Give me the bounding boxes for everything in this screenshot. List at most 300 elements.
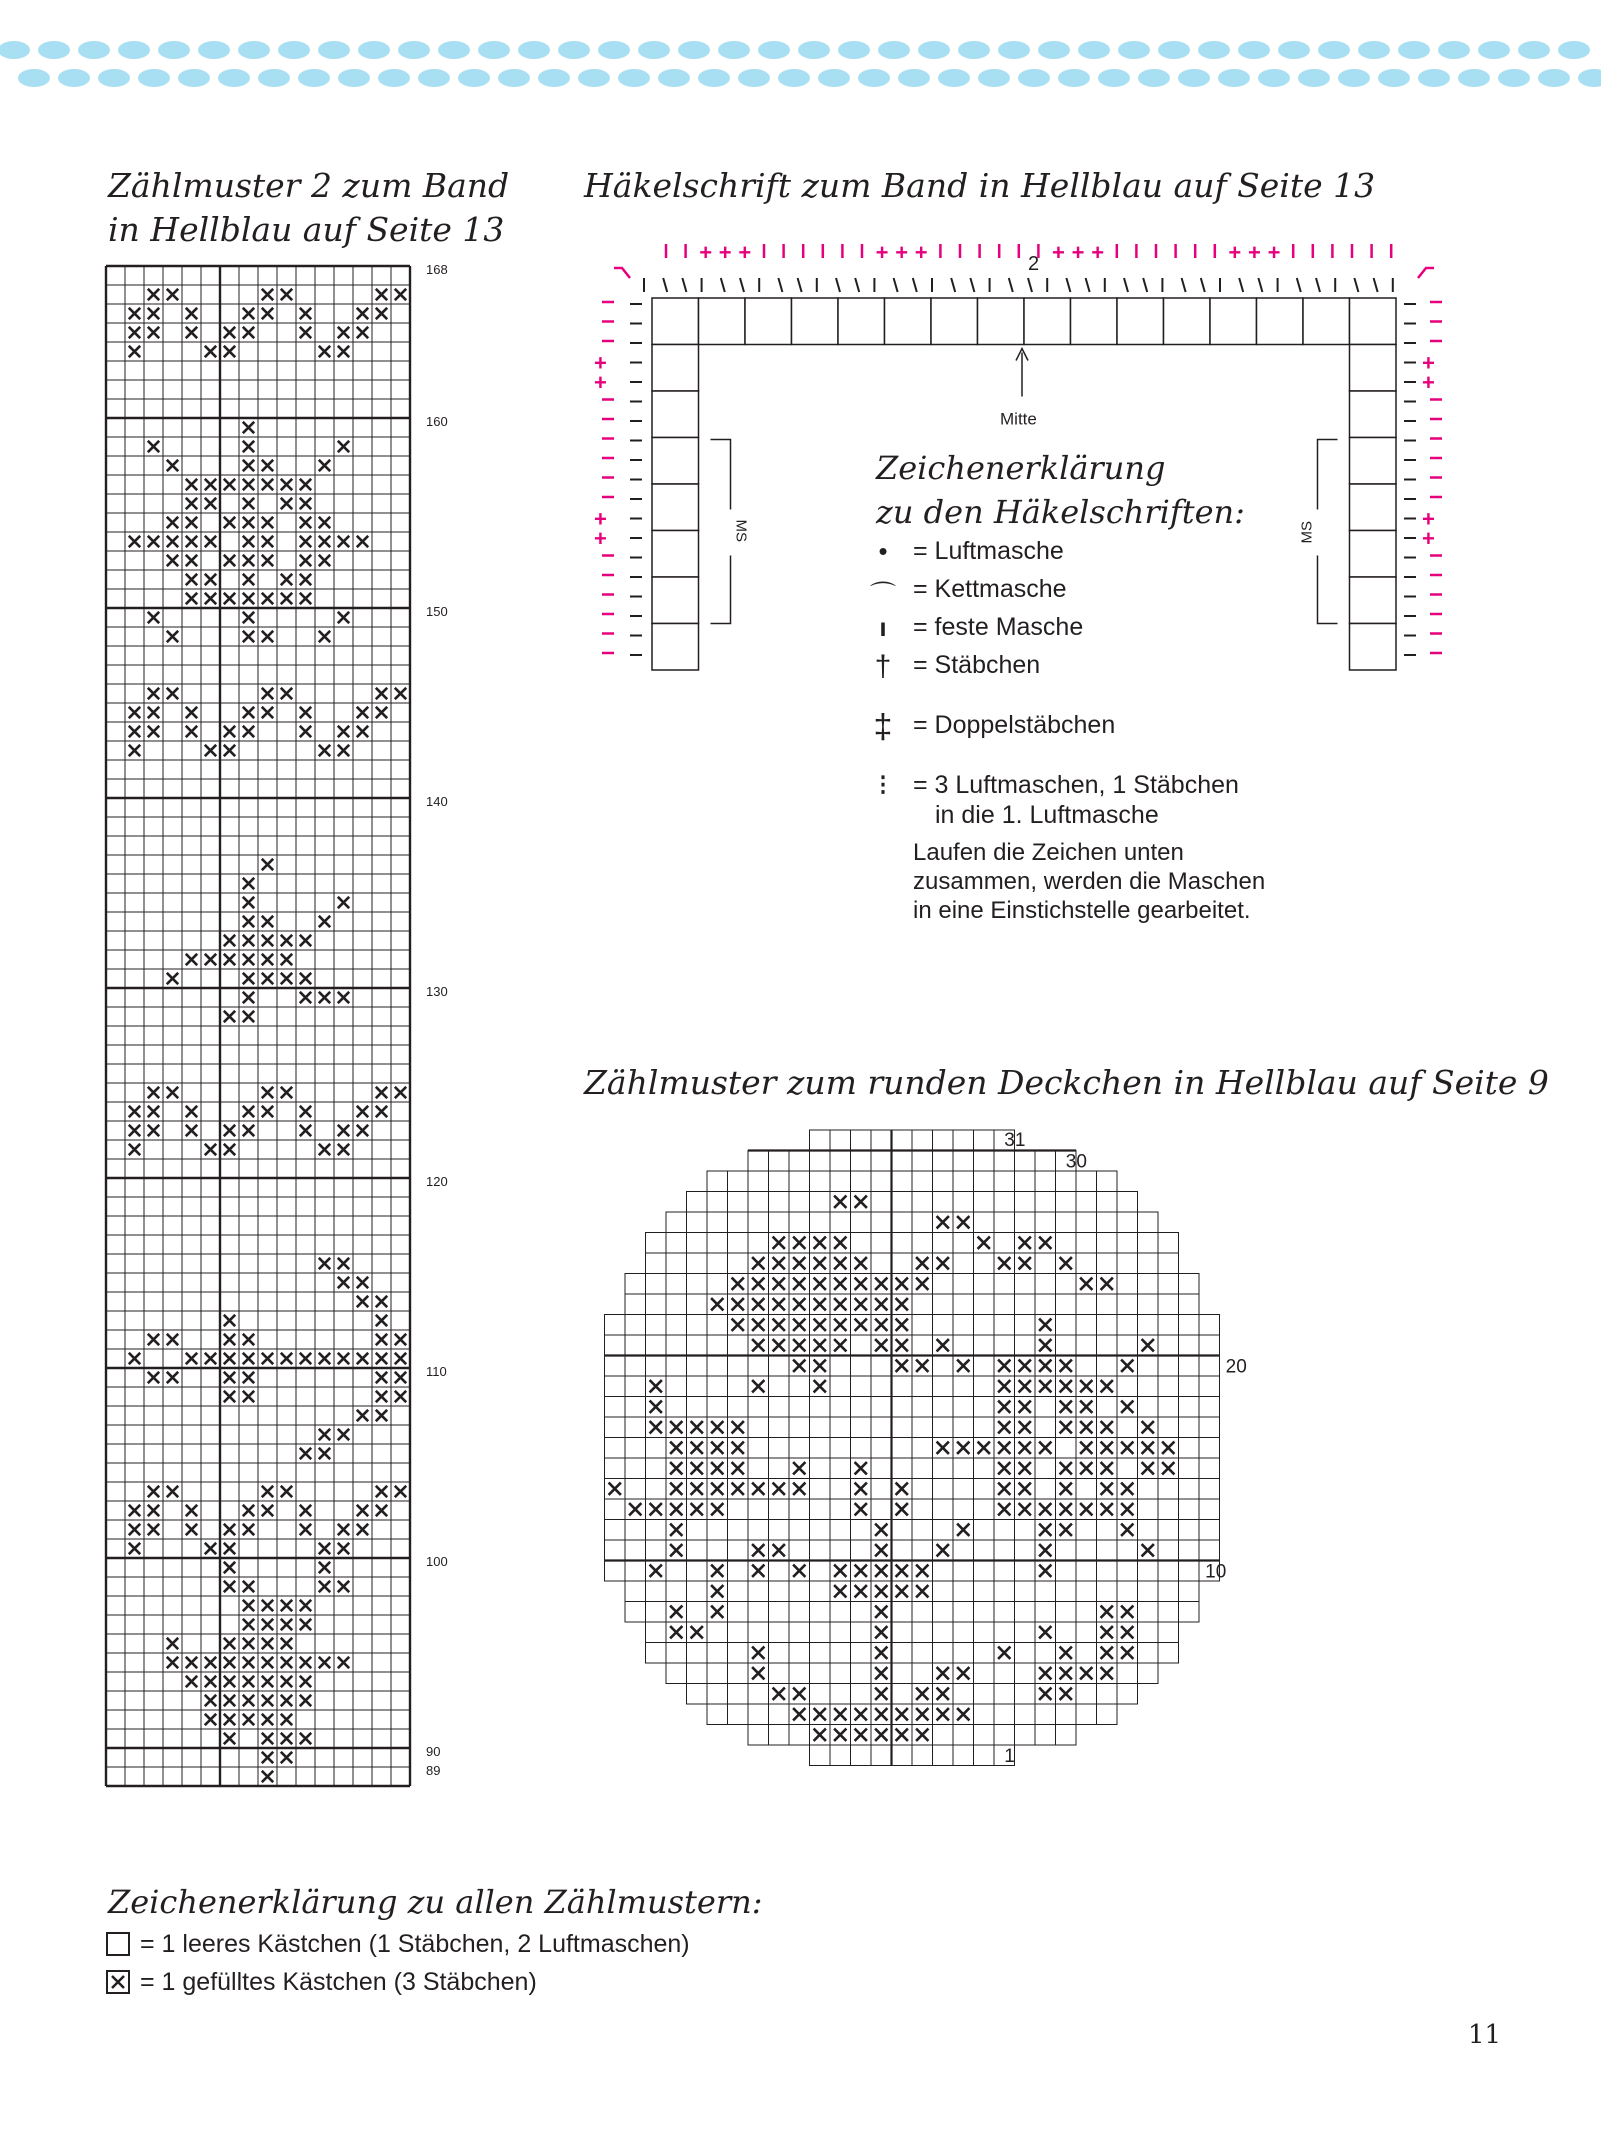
doily-cell [953, 1602, 974, 1623]
doily-cell [646, 1540, 667, 1561]
doily-cell [625, 1438, 646, 1459]
picot-mark: + [1091, 240, 1105, 265]
doily-cell [974, 1458, 995, 1479]
doily-cell [769, 1663, 790, 1684]
doily-cell [789, 1397, 810, 1418]
doily-cell [707, 1540, 728, 1561]
doily-cell [830, 1663, 851, 1684]
filled-cell [376, 1505, 387, 1516]
doily-cell [1158, 1643, 1179, 1664]
filled-cell [148, 1087, 159, 1098]
filled-cell [205, 1714, 216, 1725]
stitch-mark [1374, 278, 1378, 292]
band-row-label: 160 [426, 414, 448, 429]
filled-cell [148, 1125, 159, 1136]
doily-cell [1015, 1171, 1036, 1192]
filled-cell [319, 916, 330, 927]
doily-cell [830, 1458, 851, 1479]
doily-cell [625, 1540, 646, 1561]
filled-cell [243, 916, 254, 927]
filled-cell [300, 593, 311, 604]
filled-cell [357, 1410, 368, 1421]
doily-cell [810, 1417, 831, 1438]
doily-cell [974, 1417, 995, 1438]
filled-cell [205, 1657, 216, 1668]
doily-cell [769, 1581, 790, 1602]
filled-cell [300, 1619, 311, 1630]
filled-cell [357, 1106, 368, 1117]
doily-cell [1056, 1438, 1077, 1459]
filled-cell [205, 498, 216, 509]
doily-cell [810, 1561, 831, 1582]
crochet-cell [1210, 298, 1257, 345]
legend-picot-line2: in die 1. Luftmasche [935, 801, 1159, 829]
doily-cell [830, 1745, 851, 1766]
doily-cell [1158, 1581, 1179, 1602]
doily-cell [707, 1397, 728, 1418]
doily-cell [871, 1376, 892, 1397]
doily-cell [994, 1335, 1015, 1356]
filled-cell [281, 574, 292, 585]
filled-cell [262, 1676, 273, 1687]
crochet-cell [792, 298, 839, 345]
doily-cell [871, 1356, 892, 1377]
doily-cell [994, 1540, 1015, 1561]
dot [118, 41, 150, 59]
filled-cell [243, 707, 254, 718]
doily-cell [830, 1602, 851, 1623]
filled-cell [395, 1391, 406, 1402]
doily-cell [748, 1417, 769, 1438]
corner-mark [614, 268, 630, 278]
dot [618, 69, 650, 87]
filled-cell [148, 612, 159, 623]
filled-cell [319, 517, 330, 528]
filled-cell [205, 536, 216, 547]
doily-cell [1117, 1253, 1138, 1274]
doily-cell [830, 1376, 851, 1397]
doily-cell [1158, 1253, 1179, 1274]
doily-cell [810, 1171, 831, 1192]
filled-cell [281, 1619, 292, 1630]
doily-cell [953, 1417, 974, 1438]
doily-cell [851, 1130, 872, 1151]
doily-cell [912, 1192, 933, 1213]
doily-cell [1015, 1315, 1036, 1336]
crochet-row-number: 2 [1028, 253, 1040, 275]
filled-cell [395, 1353, 406, 1364]
doily-cell [1158, 1397, 1179, 1418]
doily-cell [830, 1499, 851, 1520]
filled-cell [243, 460, 254, 471]
filled-cell [376, 1315, 387, 1326]
filled-cell [300, 498, 311, 509]
doily-cell [789, 1438, 810, 1459]
doily-cell [769, 1376, 790, 1397]
doily-cell [871, 1130, 892, 1151]
doily-cell [687, 1212, 708, 1233]
filled-cell [186, 1505, 197, 1516]
legend-empty-box: = 1 leeres Kästchen (1 Stäbchen, 2 Luftmaschen) [140, 1930, 690, 1958]
filled-cell [243, 1600, 254, 1611]
doily-cell [646, 1458, 667, 1479]
doily-cell [1199, 1499, 1220, 1520]
filled-cell [186, 555, 197, 566]
doily-cell [646, 1479, 667, 1500]
doily-cell [1179, 1438, 1200, 1459]
filled-cell [167, 1334, 178, 1345]
filled-cell [300, 973, 311, 984]
filled-cell [224, 1011, 235, 1022]
doily-cell [1015, 1602, 1036, 1623]
filled-cell [338, 992, 349, 1003]
filled-cell [281, 1087, 292, 1098]
doily-cell [1076, 1233, 1097, 1254]
filled-cell [262, 954, 273, 965]
doily-cell [625, 1561, 646, 1582]
doily-cell [974, 1212, 995, 1233]
doily-row-label: 31 [1004, 1130, 1026, 1151]
doily-cell [728, 1499, 749, 1520]
doily-cell [728, 1540, 749, 1561]
doily-cell [728, 1192, 749, 1213]
stitch-mark [1239, 278, 1243, 292]
dot [1238, 41, 1270, 59]
doily-cell [953, 1192, 974, 1213]
band-chart-title [108, 164, 509, 252]
filled-cell [262, 1657, 273, 1668]
filled-cell [300, 1353, 311, 1364]
doily-cell [994, 1315, 1015, 1336]
doily-cell [748, 1725, 769, 1746]
doily-cell [769, 1622, 790, 1643]
filled-cell [262, 289, 273, 300]
doily-cell [851, 1397, 872, 1418]
dot [1298, 69, 1330, 87]
doily-cell [1179, 1499, 1200, 1520]
doily-cell [974, 1130, 995, 1151]
doily-cell [728, 1704, 749, 1725]
doily-cell [789, 1602, 810, 1623]
doily-cell [974, 1171, 995, 1192]
doily-cell [728, 1253, 749, 1274]
filled-cell [281, 954, 292, 965]
filled-cell [281, 1695, 292, 1706]
dot [1038, 41, 1070, 59]
dot [318, 41, 350, 59]
band-row-label: 120 [426, 1174, 448, 1189]
doily-cell [953, 1540, 974, 1561]
doily-cell [625, 1417, 646, 1438]
band-row-label: 130 [426, 984, 448, 999]
filled-cell [167, 555, 178, 566]
crochet-cell [1350, 484, 1397, 531]
filled-cell [281, 688, 292, 699]
crochet-cell [1303, 298, 1350, 345]
filled-cell [281, 1353, 292, 1364]
doily-cell [707, 1356, 728, 1377]
doily-cell [707, 1643, 728, 1664]
doily-cell [953, 1581, 974, 1602]
doily-cell [892, 1622, 913, 1643]
doily-cell [994, 1520, 1015, 1541]
crochet-cell [699, 298, 746, 345]
doily-cell [912, 1622, 933, 1643]
doily-cell [789, 1212, 810, 1233]
doily-cell [1097, 1171, 1118, 1192]
picot-mark: + [1248, 240, 1261, 265]
doily-cell [851, 1376, 872, 1397]
filled-cell [262, 1505, 273, 1516]
filled-cell [300, 308, 311, 319]
doily-cell [994, 1663, 1015, 1684]
doily-cell [687, 1561, 708, 1582]
filled-cell [205, 574, 216, 585]
doily-cell [953, 1479, 974, 1500]
doily-cell [646, 1253, 667, 1274]
doily-cell [974, 1376, 995, 1397]
crochet-cell [745, 298, 792, 345]
doily-cell [994, 1581, 1015, 1602]
filled-cell [224, 346, 235, 357]
dot [1458, 69, 1490, 87]
doily-cell [810, 1540, 831, 1561]
doily-cell [789, 1540, 810, 1561]
stitch-mark [798, 278, 802, 292]
doily-cell [769, 1417, 790, 1438]
doily-cell [1138, 1294, 1159, 1315]
doily-cell [1158, 1417, 1179, 1438]
doily-cell [1097, 1581, 1118, 1602]
doily-cell [1117, 1376, 1138, 1397]
filled-cell [167, 1657, 178, 1668]
doily-cell [1117, 1561, 1138, 1582]
doily-cell [953, 1684, 974, 1705]
filled-cell [148, 327, 159, 338]
stitch-mark [1201, 278, 1205, 292]
doily-cell [1179, 1376, 1200, 1397]
doily-cell [953, 1171, 974, 1192]
doily-cell [830, 1479, 851, 1500]
doily-cell [769, 1643, 790, 1664]
doily-cell [728, 1171, 749, 1192]
dot [818, 69, 850, 87]
filled-cell [129, 346, 140, 357]
dot [1318, 41, 1350, 59]
filled-cell [262, 308, 273, 319]
dot [1498, 69, 1530, 87]
doily-cell [974, 1540, 995, 1561]
doily-cell [605, 1458, 626, 1479]
doily-cell [810, 1745, 831, 1766]
filled-cell [300, 935, 311, 946]
doily-cell [1015, 1274, 1036, 1295]
doily-cell [974, 1725, 995, 1746]
doily-cell [851, 1212, 872, 1233]
filled-cell [243, 1334, 254, 1345]
filled-cell [338, 1657, 349, 1668]
filled-cell [262, 593, 273, 604]
doily-cell [851, 1233, 872, 1254]
doily-cell [994, 1151, 1015, 1172]
filled-cell [186, 498, 197, 509]
doily-cell [1158, 1622, 1179, 1643]
doily-cell [994, 1704, 1015, 1725]
doily-cell [974, 1704, 995, 1725]
filled-cell [186, 536, 197, 547]
filled-cell [205, 1543, 216, 1554]
filled-cell [262, 1486, 273, 1497]
filled-cell [319, 1448, 330, 1459]
doily-cell [1015, 1294, 1036, 1315]
doily-cell [953, 1151, 974, 1172]
symbol-legend-title [876, 446, 1245, 534]
doily-cell [789, 1643, 810, 1664]
doily-cell [646, 1602, 667, 1623]
doily-cell [810, 1438, 831, 1459]
filled-cell [167, 460, 178, 471]
doily-cell [1179, 1602, 1200, 1623]
filled-cell [243, 726, 254, 737]
picot-mark: + [1422, 526, 1435, 551]
picot-mark: + [718, 240, 732, 265]
filled-cell [243, 1125, 254, 1136]
dot [518, 41, 550, 59]
filled-cell [357, 707, 368, 718]
doily-cell [830, 1540, 851, 1561]
doily-cell [1035, 1643, 1056, 1664]
doily-cell [912, 1499, 933, 1520]
doily-cell [1158, 1540, 1179, 1561]
doily-cell [789, 1151, 810, 1172]
band-chart-title-line2: in Hellblau auf Seite 13 [108, 210, 505, 249]
band-row-label: 140 [426, 794, 448, 809]
doily-cell [933, 1417, 954, 1438]
doily-cell [605, 1540, 626, 1561]
doily-cell [1199, 1479, 1220, 1500]
doily-cell [994, 1294, 1015, 1315]
dot [838, 41, 870, 59]
doily-cell [1117, 1192, 1138, 1213]
doily-cell [1158, 1294, 1179, 1315]
stitch-mark [778, 278, 782, 292]
doily-cell [1117, 1458, 1138, 1479]
doily-cell [1117, 1684, 1138, 1705]
filled-cell [376, 1353, 387, 1364]
picot-mark: + [1071, 240, 1085, 265]
filled-cell [243, 935, 254, 946]
doily-cell [912, 1294, 933, 1315]
filled-cell [129, 1144, 140, 1155]
doily-cell [933, 1581, 954, 1602]
doily-cell [912, 1520, 933, 1541]
filled-cell [338, 1144, 349, 1155]
crochet-cell [978, 298, 1025, 345]
filled-cell [167, 688, 178, 699]
doily-cell [646, 1581, 667, 1602]
doily-cell [1056, 1274, 1077, 1295]
doily-cell [646, 1315, 667, 1336]
doily-cell [1138, 1602, 1159, 1623]
band-row-label: 90 [426, 1744, 441, 1759]
filled-cell [319, 536, 330, 547]
doily-cell [974, 1397, 995, 1418]
filled-cell [148, 1334, 159, 1345]
doily-cell [974, 1581, 995, 1602]
doily-cell [994, 1725, 1015, 1746]
filled-cell [224, 1372, 235, 1383]
doily-cell [830, 1684, 851, 1705]
legend-chain-stitch: = Luftmasche [913, 537, 1064, 565]
doily-cell [974, 1499, 995, 1520]
doily-cell [912, 1417, 933, 1438]
doily-cell [994, 1192, 1015, 1213]
doily-cell [933, 1499, 954, 1520]
doily-cell [851, 1438, 872, 1459]
doily-cell [851, 1417, 872, 1438]
doily-cell [625, 1397, 646, 1418]
crochet-cell [1164, 298, 1211, 345]
doily-cell [789, 1622, 810, 1643]
doily-cell [1179, 1540, 1200, 1561]
filled-cell [300, 707, 311, 718]
filled-cell [243, 327, 254, 338]
filled-cell [281, 1486, 292, 1497]
doily-cell [851, 1171, 872, 1192]
doily-cell [666, 1212, 687, 1233]
doily-cell [994, 1274, 1015, 1295]
single-crochet-icon: ı [879, 612, 887, 642]
doily-cell [1138, 1274, 1159, 1295]
doily-cell [728, 1356, 749, 1377]
dot [258, 69, 290, 87]
filled-cell [224, 1676, 235, 1687]
filled-cell [262, 631, 273, 642]
filled-cell [129, 1106, 140, 1117]
filled-cell [148, 1372, 159, 1383]
filled-cell [338, 612, 349, 623]
doily-cell [687, 1274, 708, 1295]
filled-cell [262, 536, 273, 547]
filled-cell [243, 1619, 254, 1630]
doily-cell [810, 1499, 831, 1520]
filled-cell [319, 631, 330, 642]
filled-cell [300, 555, 311, 566]
dot [378, 69, 410, 87]
doily-cell [789, 1581, 810, 1602]
picot-mark: + [594, 506, 607, 532]
doily-cell [1015, 1151, 1036, 1172]
doily-cell [728, 1643, 749, 1664]
filled-cell [205, 1353, 216, 1364]
filled-cell [129, 707, 140, 718]
doily-cell [687, 1643, 708, 1664]
corner-mark [1418, 268, 1434, 278]
decorative-dot-border [0, 30, 1601, 90]
symbol-legend-title-line2: zu den Häkelschriften: [876, 493, 1245, 531]
chain-stitch-icon: • [878, 536, 888, 566]
doily-cell [892, 1212, 913, 1233]
doily-cell [871, 1233, 892, 1254]
doily-cell [871, 1192, 892, 1213]
doily-cell [933, 1315, 954, 1336]
crochet-cell [652, 298, 699, 345]
dot [298, 69, 330, 87]
doily-cell [810, 1663, 831, 1684]
doily-cell [1199, 1315, 1220, 1336]
stitch-mark [1316, 278, 1320, 292]
filled-cell [262, 688, 273, 699]
